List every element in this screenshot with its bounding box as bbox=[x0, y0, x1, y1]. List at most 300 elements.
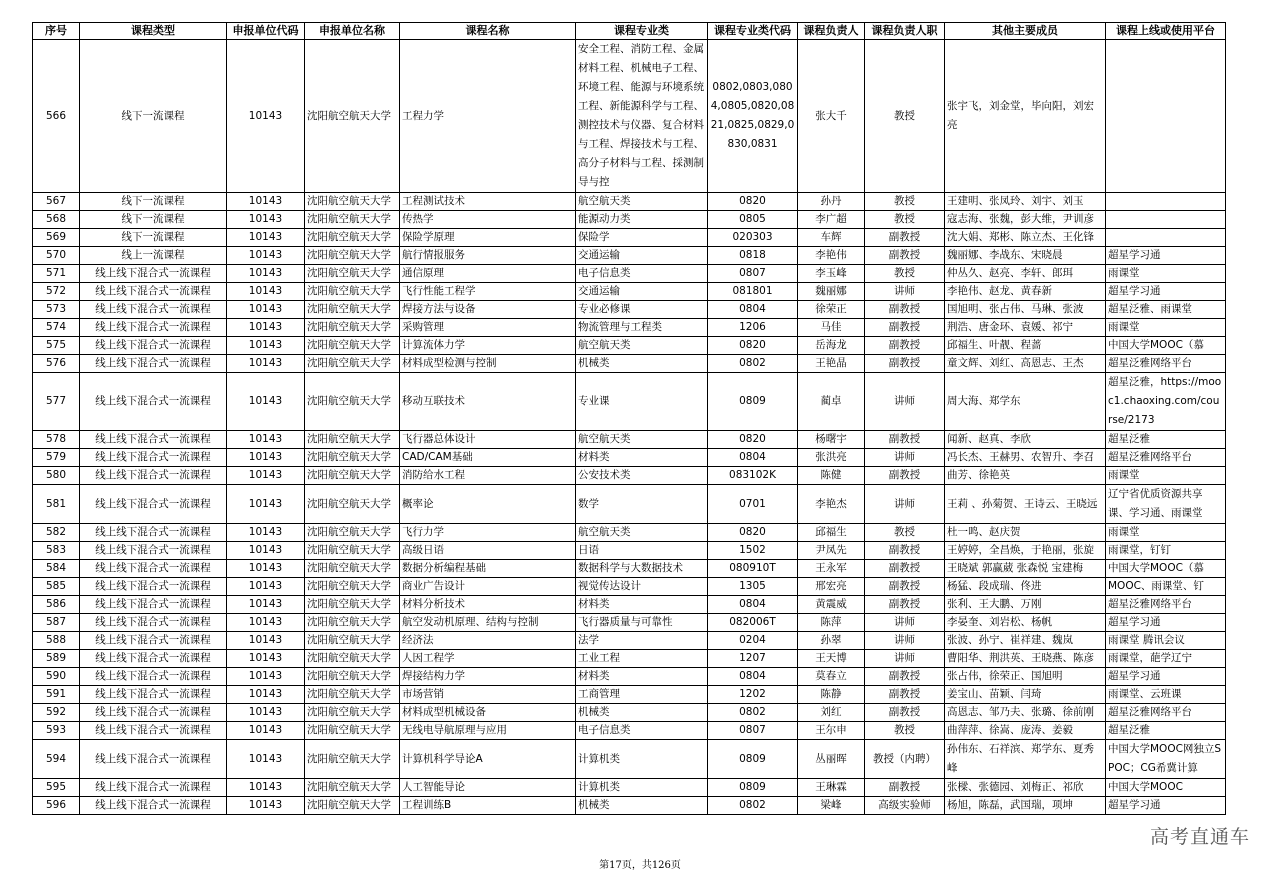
table-cell: 曲芳、徐艳英 bbox=[945, 467, 1106, 485]
table-cell: 线上线下混合式一流课程 bbox=[80, 560, 227, 578]
table-cell: 584 bbox=[33, 560, 80, 578]
table-cell: 李晏奎、刘岩松、杨帆 bbox=[945, 614, 1106, 632]
table-cell: 讲师 bbox=[865, 650, 945, 668]
table-cell: 569 bbox=[33, 229, 80, 247]
table-cell: 王晓斌 郭赢葳 张森悦 宝建梅 bbox=[945, 560, 1106, 578]
column-header: 课程负责人 bbox=[798, 23, 865, 40]
table-cell: 张波、孙宁、崔祥建、魏岚 bbox=[945, 632, 1106, 650]
table-cell: 马佳 bbox=[798, 319, 865, 337]
table-cell: 580 bbox=[33, 467, 80, 485]
table-cell: 沈阳航空航天大学 bbox=[305, 578, 400, 596]
table-cell: 0820 bbox=[708, 524, 798, 542]
table-cell: 张大千 bbox=[798, 40, 865, 193]
table-cell: 移动互联技术 bbox=[400, 373, 576, 431]
table-cell: 中国大学MOOC bbox=[1106, 779, 1226, 797]
table-cell: 10143 bbox=[227, 193, 305, 211]
table-cell: 超星泛雅、雨课堂 bbox=[1106, 301, 1226, 319]
table-cell: 张占伟，徐荣正、国旭明 bbox=[945, 668, 1106, 686]
table-cell: 10143 bbox=[227, 542, 305, 560]
table-cell: 中国大学MOOC（慕 bbox=[1106, 337, 1226, 355]
table-cell: 沈大娟、郑彬、陈立杰、王化锋 bbox=[945, 229, 1106, 247]
table-cell: 计算机类 bbox=[576, 779, 708, 797]
table-cell: 10143 bbox=[227, 355, 305, 373]
table-cell: 魏丽娜、李战东、宋晓晨 bbox=[945, 247, 1106, 265]
table-cell: 10143 bbox=[227, 229, 305, 247]
table-cell bbox=[1106, 229, 1226, 247]
course-table bbox=[32, 22, 1226, 815]
table-row bbox=[33, 283, 1226, 301]
table-cell: 沈阳航空航天大学 bbox=[305, 211, 400, 229]
table-cell: 10143 bbox=[227, 686, 305, 704]
table-cell: 陈健 bbox=[798, 467, 865, 485]
table-cell: 杨旭，陈磊，武国瑞，项坤 bbox=[945, 797, 1106, 815]
table-cell: 567 bbox=[33, 193, 80, 211]
table-cell: 雨课堂 bbox=[1106, 467, 1226, 485]
table-cell: 张洪亮 bbox=[798, 449, 865, 467]
table-cell: 线下一流课程 bbox=[80, 211, 227, 229]
table-row bbox=[33, 524, 1226, 542]
table-cell: 经济法 bbox=[400, 632, 576, 650]
table-cell: 595 bbox=[33, 779, 80, 797]
table-cell: 副教授 bbox=[865, 779, 945, 797]
table-cell: 传热学 bbox=[400, 211, 576, 229]
table-cell: 572 bbox=[33, 283, 80, 301]
table-cell: 0802 bbox=[708, 704, 798, 722]
table-row bbox=[33, 247, 1226, 265]
table-row bbox=[33, 596, 1226, 614]
table-cell: 594 bbox=[33, 740, 80, 779]
table-cell: 航空航天类 bbox=[576, 431, 708, 449]
table-cell: 辽宁省优质资源共享课、学习通、雨课堂 bbox=[1106, 485, 1226, 524]
table-cell: 数学 bbox=[576, 485, 708, 524]
table-cell: 通信原理 bbox=[400, 265, 576, 283]
table-cell: 王天博 bbox=[798, 650, 865, 668]
table-cell: 冯长杰、王赫男、农智升、李召 bbox=[945, 449, 1106, 467]
table-cell: 超星学习通 bbox=[1106, 668, 1226, 686]
table-cell: 飞行器质量与可靠性 bbox=[576, 614, 708, 632]
table-cell: 材料分析技术 bbox=[400, 596, 576, 614]
table-cell: 沈阳航空航天大学 bbox=[305, 779, 400, 797]
page-footer: 第17页，共126页 bbox=[599, 860, 681, 871]
table-cell: 571 bbox=[33, 265, 80, 283]
table-cell: 机械类 bbox=[576, 704, 708, 722]
table-cell: 沈阳航空航天大学 bbox=[305, 337, 400, 355]
table-cell: 线上线下混合式一流课程 bbox=[80, 704, 227, 722]
table-cell: 曲萍萍、徐嵩、庞涛、姜毅 bbox=[945, 722, 1106, 740]
table-cell: 概率论 bbox=[400, 485, 576, 524]
table-cell: 教授（内聘） bbox=[865, 740, 945, 779]
table-cell: 王建明、张凤玲、刘宇、刘玉 bbox=[945, 193, 1106, 211]
table-cell: 线上线下混合式一流课程 bbox=[80, 722, 227, 740]
table-cell: 计算流体力学 bbox=[400, 337, 576, 355]
table-cell: 讲师 bbox=[865, 283, 945, 301]
column-header: 其他主要成员 bbox=[945, 23, 1106, 40]
table-cell: 575 bbox=[33, 337, 80, 355]
table-cell: 航空航天类 bbox=[576, 337, 708, 355]
table-cell: 线上线下混合式一流课程 bbox=[80, 485, 227, 524]
table-cell: 596 bbox=[33, 797, 80, 815]
table-cell: 陈静 bbox=[798, 686, 865, 704]
table-cell: CAD/CAM基础 bbox=[400, 449, 576, 467]
table-cell: 0807 bbox=[708, 265, 798, 283]
table-cell: 副教授 bbox=[865, 319, 945, 337]
table-cell: 副教授 bbox=[865, 704, 945, 722]
table-cell: 10143 bbox=[227, 301, 305, 319]
column-header: 课程类型 bbox=[80, 23, 227, 40]
table-cell: 10143 bbox=[227, 524, 305, 542]
table-cell: 10143 bbox=[227, 797, 305, 815]
column-header: 课程专业类 bbox=[576, 23, 708, 40]
table-cell: 专业课 bbox=[576, 373, 708, 431]
table-row bbox=[33, 373, 1226, 431]
table-cell: 数据科学与大数据技术 bbox=[576, 560, 708, 578]
table-cell: 沈阳航空航天大学 bbox=[305, 467, 400, 485]
table-cell: 工程训练B bbox=[400, 797, 576, 815]
table-cell: 590 bbox=[33, 668, 80, 686]
table-cell: 超星学习通 bbox=[1106, 283, 1226, 301]
table-cell: 高级实验师 bbox=[865, 797, 945, 815]
table-cell: 莫春立 bbox=[798, 668, 865, 686]
table-row bbox=[33, 40, 1226, 193]
table-cell: 人工智能导论 bbox=[400, 779, 576, 797]
table-cell: 沈阳航空航天大学 bbox=[305, 283, 400, 301]
table-cell: 计算机类 bbox=[576, 740, 708, 779]
table-cell: 孙翠 bbox=[798, 632, 865, 650]
table-cell: 讲师 bbox=[865, 614, 945, 632]
table-cell: 10143 bbox=[227, 449, 305, 467]
table-cell: 582 bbox=[33, 524, 80, 542]
table-cell: 0204 bbox=[708, 632, 798, 650]
table-cell: 工业工程 bbox=[576, 650, 708, 668]
table-cell: 教授 bbox=[865, 524, 945, 542]
table-cell: 安全工程、消防工程、金属材料工程、机械电子工程、环境工程、能源与环境系统工程、新能源科学与工程、测控技术与仪器、复合材料与工程、焊接技术与工程、高分子材料与工程、採测制导与控 bbox=[576, 40, 708, 193]
table-cell: 0820 bbox=[708, 337, 798, 355]
table-cell: 10143 bbox=[227, 578, 305, 596]
table-cell: 讲师 bbox=[865, 373, 945, 431]
table-row bbox=[33, 211, 1226, 229]
table-cell: 线上线下混合式一流课程 bbox=[80, 614, 227, 632]
table-cell: 姜宝山、苗颖、闫琦 bbox=[945, 686, 1106, 704]
table-cell: 沈阳航空航天大学 bbox=[305, 722, 400, 740]
table-cell: 采购管理 bbox=[400, 319, 576, 337]
table-cell: 工程力学 bbox=[400, 40, 576, 193]
table-cell: 线上线下混合式一流课程 bbox=[80, 265, 227, 283]
table-cell: 公安技术类 bbox=[576, 467, 708, 485]
table-cell: 材料类 bbox=[576, 596, 708, 614]
table-cell: 副教授 bbox=[865, 229, 945, 247]
table-cell: 雨课堂 bbox=[1106, 319, 1226, 337]
table-cell: 张宇飞，刘金堂，毕向阳，刘宏亮 bbox=[945, 40, 1106, 193]
table-cell: 副教授 bbox=[865, 560, 945, 578]
table-cell: 0809 bbox=[708, 373, 798, 431]
table-cell: 梁峰 bbox=[798, 797, 865, 815]
table-cell: 线上线下混合式一流课程 bbox=[80, 431, 227, 449]
table-cell: 0804 bbox=[708, 301, 798, 319]
table-cell: 材料类 bbox=[576, 668, 708, 686]
table-cell: 讲师 bbox=[865, 632, 945, 650]
column-header: 课程名称 bbox=[400, 23, 576, 40]
table-cell: 孙伟东、石祥滨、郑学东、夏秀峰 bbox=[945, 740, 1106, 779]
table-cell: 线上线下混合式一流课程 bbox=[80, 779, 227, 797]
table-cell: 10143 bbox=[227, 247, 305, 265]
table-cell: 物流管理与工程类 bbox=[576, 319, 708, 337]
table-row bbox=[33, 265, 1226, 283]
table-cell: 10143 bbox=[227, 560, 305, 578]
table-cell: 材料类 bbox=[576, 449, 708, 467]
table-cell: 沈阳航空航天大学 bbox=[305, 40, 400, 193]
table-cell: 081801 bbox=[708, 283, 798, 301]
table-cell: 副教授 bbox=[865, 467, 945, 485]
table-cell: 超星泛雅网络平台 bbox=[1106, 449, 1226, 467]
table-cell: 人因工程学 bbox=[400, 650, 576, 668]
table-row bbox=[33, 467, 1226, 485]
table-cell: 交通运输 bbox=[576, 283, 708, 301]
table-cell: 飞行力学 bbox=[400, 524, 576, 542]
table-cell: 机械类 bbox=[576, 355, 708, 373]
table-cell: 焊接方法与设备 bbox=[400, 301, 576, 319]
table-cell: 10143 bbox=[227, 668, 305, 686]
table-cell: 线上线下混合式一流课程 bbox=[80, 319, 227, 337]
table-cell: 线上线下混合式一流课程 bbox=[80, 373, 227, 431]
table-cell: 雨课堂，葩学辽宁 bbox=[1106, 650, 1226, 668]
table-cell: 沈阳航空航天大学 bbox=[305, 596, 400, 614]
table-cell: 10143 bbox=[227, 319, 305, 337]
table-cell: 焊接结构力学 bbox=[400, 668, 576, 686]
table-cell: 教授 bbox=[865, 265, 945, 283]
table-cell: 专业必修课 bbox=[576, 301, 708, 319]
table-row bbox=[33, 337, 1226, 355]
table-cell: 10143 bbox=[227, 704, 305, 722]
table-cell: 蔺卓 bbox=[798, 373, 865, 431]
table-cell: 082006T bbox=[708, 614, 798, 632]
table-cell: 雨课堂 bbox=[1106, 265, 1226, 283]
table-cell bbox=[1106, 211, 1226, 229]
table-cell: 线上线下混合式一流课程 bbox=[80, 355, 227, 373]
table-cell: 线上线下混合式一流课程 bbox=[80, 797, 227, 815]
table-cell: 线上线下混合式一流课程 bbox=[80, 337, 227, 355]
table-cell: 雨课堂，钉钉 bbox=[1106, 542, 1226, 560]
table-row bbox=[33, 797, 1226, 815]
table-cell: 国旭明、张占伟、马琳、张波 bbox=[945, 301, 1106, 319]
table-cell: 陈萍 bbox=[798, 614, 865, 632]
table-row bbox=[33, 485, 1226, 524]
table-cell: 李广超 bbox=[798, 211, 865, 229]
table-cell: 线上线下混合式一流课程 bbox=[80, 650, 227, 668]
table-cell: 副教授 bbox=[865, 301, 945, 319]
table-cell: 583 bbox=[33, 542, 80, 560]
table-cell: 589 bbox=[33, 650, 80, 668]
table-cell: 线上线下混合式一流课程 bbox=[80, 632, 227, 650]
table-cell: 线上线下混合式一流课程 bbox=[80, 578, 227, 596]
table-cell: 10143 bbox=[227, 337, 305, 355]
table-cell: 航空航天类 bbox=[576, 193, 708, 211]
table-cell bbox=[1106, 193, 1226, 211]
table-row bbox=[33, 740, 1226, 779]
table-cell: 数据分析编程基础 bbox=[400, 560, 576, 578]
table-cell: 沈阳航空航天大学 bbox=[305, 485, 400, 524]
table-cell: 王婷婷，全昌焕，于艳丽，张旋 bbox=[945, 542, 1106, 560]
table-cell: 材料成型检测与控制 bbox=[400, 355, 576, 373]
table-row bbox=[33, 614, 1226, 632]
table-cell: 邱福生、叶靓、程蔷 bbox=[945, 337, 1106, 355]
table-cell: 副教授 bbox=[865, 596, 945, 614]
table-cell: 沈阳航空航天大学 bbox=[305, 431, 400, 449]
table-cell: 10143 bbox=[227, 265, 305, 283]
table-cell: 线上线下混合式一流课程 bbox=[80, 449, 227, 467]
table-cell: 0820 bbox=[708, 193, 798, 211]
table-cell: 王艳晶 bbox=[798, 355, 865, 373]
table-cell: 586 bbox=[33, 596, 80, 614]
table-cell: 飞行性能工程学 bbox=[400, 283, 576, 301]
table-cell: 1206 bbox=[708, 319, 798, 337]
table-cell: 10143 bbox=[227, 632, 305, 650]
table-cell: 沈阳航空航天大学 bbox=[305, 740, 400, 779]
table-row bbox=[33, 560, 1226, 578]
table-cell: 黄震威 bbox=[798, 596, 865, 614]
table-cell: 沈阳航空航天大学 bbox=[305, 449, 400, 467]
table-cell: 张樑、张德园、刘梅正、祁欣 bbox=[945, 779, 1106, 797]
table-cell bbox=[1106, 40, 1226, 193]
table-cell: 0818 bbox=[708, 247, 798, 265]
table-cell: 丛丽晖 bbox=[798, 740, 865, 779]
table-cell: 李艳杰 bbox=[798, 485, 865, 524]
table-cell: 副教授 bbox=[865, 431, 945, 449]
table-cell: 576 bbox=[33, 355, 80, 373]
table-cell: 副教授 bbox=[865, 578, 945, 596]
table-cell: 沈阳航空航天大学 bbox=[305, 632, 400, 650]
table-cell: 计算机科学导论A bbox=[400, 740, 576, 779]
table-row bbox=[33, 578, 1226, 596]
table-cell: 副教授 bbox=[865, 247, 945, 265]
table-cell: 10143 bbox=[227, 779, 305, 797]
table-cell: 材料成型机械设备 bbox=[400, 704, 576, 722]
table-cell: 航空发动机原理、结构与控制 bbox=[400, 614, 576, 632]
table-cell: 超星泛雅网络平台 bbox=[1106, 596, 1226, 614]
table-cell: 080910T bbox=[708, 560, 798, 578]
table-cell: 讲师 bbox=[865, 485, 945, 524]
table-cell: 568 bbox=[33, 211, 80, 229]
table-cell: 工程测试技术 bbox=[400, 193, 576, 211]
table-row bbox=[33, 301, 1226, 319]
table-cell: 10143 bbox=[227, 40, 305, 193]
table-cell: 10143 bbox=[227, 596, 305, 614]
table-cell: 线上线下混合式一流课程 bbox=[80, 301, 227, 319]
table-cell: 尹凤先 bbox=[798, 542, 865, 560]
table-cell: 线上线下混合式一流课程 bbox=[80, 283, 227, 301]
table-cell: 10143 bbox=[227, 431, 305, 449]
table-cell: 交通运输 bbox=[576, 247, 708, 265]
table-cell: 雨课堂 bbox=[1106, 524, 1226, 542]
table-cell: 超星学习通 bbox=[1106, 614, 1226, 632]
table-cell: 荆浩、唐金环、袁媛、祁宁 bbox=[945, 319, 1106, 337]
table-cell: 魏丽娜 bbox=[798, 283, 865, 301]
table-cell: 仲丛久、赵亮、李轩、郎珥 bbox=[945, 265, 1106, 283]
table-cell: 超星学习通 bbox=[1106, 797, 1226, 815]
table-cell: 副教授 bbox=[865, 686, 945, 704]
table-cell: 机械类 bbox=[576, 797, 708, 815]
table-cell: 587 bbox=[33, 614, 80, 632]
table-cell: 0701 bbox=[708, 485, 798, 524]
table-row bbox=[33, 319, 1226, 337]
table-cell: 无线电导航原理与应用 bbox=[400, 722, 576, 740]
table-row bbox=[33, 704, 1226, 722]
table-row bbox=[33, 449, 1226, 467]
table-cell: 杜一鸣、赵庆贺 bbox=[945, 524, 1106, 542]
table-cell: 王莉 、孙菊贺、王诗云、王晓远 bbox=[945, 485, 1106, 524]
table-cell: 李艳伟、赵龙、黄春新 bbox=[945, 283, 1106, 301]
table-cell: 讲师 bbox=[865, 449, 945, 467]
table-cell: 577 bbox=[33, 373, 80, 431]
table-cell: 超星泛雅网络平台 bbox=[1106, 704, 1226, 722]
table-cell: 超星泛雅，https://mooc1.chaoxing.com/course/2173 bbox=[1106, 373, 1226, 431]
table-cell: 高恩志、邹乃夫、张璐、徐前刚 bbox=[945, 704, 1106, 722]
table-cell: 沈阳航空航天大学 bbox=[305, 560, 400, 578]
table-row bbox=[33, 431, 1226, 449]
table-cell: 566 bbox=[33, 40, 80, 193]
table-cell: 航空航天类 bbox=[576, 524, 708, 542]
table-cell: 保险学原理 bbox=[400, 229, 576, 247]
table-cell: 1502 bbox=[708, 542, 798, 560]
table-cell: 闻新、赵真、李欣 bbox=[945, 431, 1106, 449]
table-cell: 1207 bbox=[708, 650, 798, 668]
table-cell: 王永军 bbox=[798, 560, 865, 578]
table-cell: 579 bbox=[33, 449, 80, 467]
table-cell: 线上线下混合式一流课程 bbox=[80, 596, 227, 614]
table-cell: 电子信息类 bbox=[576, 265, 708, 283]
table-cell: 083102K bbox=[708, 467, 798, 485]
table-cell: 李艳伟 bbox=[798, 247, 865, 265]
table-cell: 沈阳航空航天大学 bbox=[305, 319, 400, 337]
table-cell: 0805 bbox=[708, 211, 798, 229]
table-cell: 岳海龙 bbox=[798, 337, 865, 355]
table-row bbox=[33, 779, 1226, 797]
table-cell: 沈阳航空航天大学 bbox=[305, 650, 400, 668]
table-cell: 中国大学MOOC网独立SPOC；CG希冀计算 bbox=[1106, 740, 1226, 779]
table-row bbox=[33, 650, 1226, 668]
table-cell: 585 bbox=[33, 578, 80, 596]
column-header: 课程专业类代码 bbox=[708, 23, 798, 40]
column-header: 申报单位名称 bbox=[305, 23, 400, 40]
table-cell: 0802 bbox=[708, 797, 798, 815]
table-cell: 0807 bbox=[708, 722, 798, 740]
table-cell: 0804 bbox=[708, 596, 798, 614]
table-cell: 沈阳航空航天大学 bbox=[305, 373, 400, 431]
table-cell: 线上线下混合式一流课程 bbox=[80, 542, 227, 560]
table-cell: 线上线下混合式一流课程 bbox=[80, 467, 227, 485]
table-cell: 0809 bbox=[708, 779, 798, 797]
table-cell: 中国大学MOOC（慕 bbox=[1106, 560, 1226, 578]
table-cell: 沈阳航空航天大学 bbox=[305, 193, 400, 211]
table-cell: 10143 bbox=[227, 373, 305, 431]
table-cell: 591 bbox=[33, 686, 80, 704]
table-cell: 沈阳航空航天大学 bbox=[305, 668, 400, 686]
table-cell: 10143 bbox=[227, 740, 305, 779]
table-cell: 10143 bbox=[227, 650, 305, 668]
column-header: 课程上线或使用平台 bbox=[1106, 23, 1226, 40]
table-cell: 法学 bbox=[576, 632, 708, 650]
table-cell: 沈阳航空航天大学 bbox=[305, 265, 400, 283]
table-row bbox=[33, 668, 1226, 686]
table-row bbox=[33, 542, 1226, 560]
table-cell: 沈阳航空航天大学 bbox=[305, 247, 400, 265]
table-cell: 曹阳华、荆洪英、王晓燕、陈彦 bbox=[945, 650, 1106, 668]
table-cell: 王琳霖 bbox=[798, 779, 865, 797]
table-cell: 10143 bbox=[227, 485, 305, 524]
table-cell: 10143 bbox=[227, 614, 305, 632]
table-cell: 雨课堂 腾讯会议 bbox=[1106, 632, 1226, 650]
table-cell: 1305 bbox=[708, 578, 798, 596]
table-cell: 线上一流课程 bbox=[80, 247, 227, 265]
